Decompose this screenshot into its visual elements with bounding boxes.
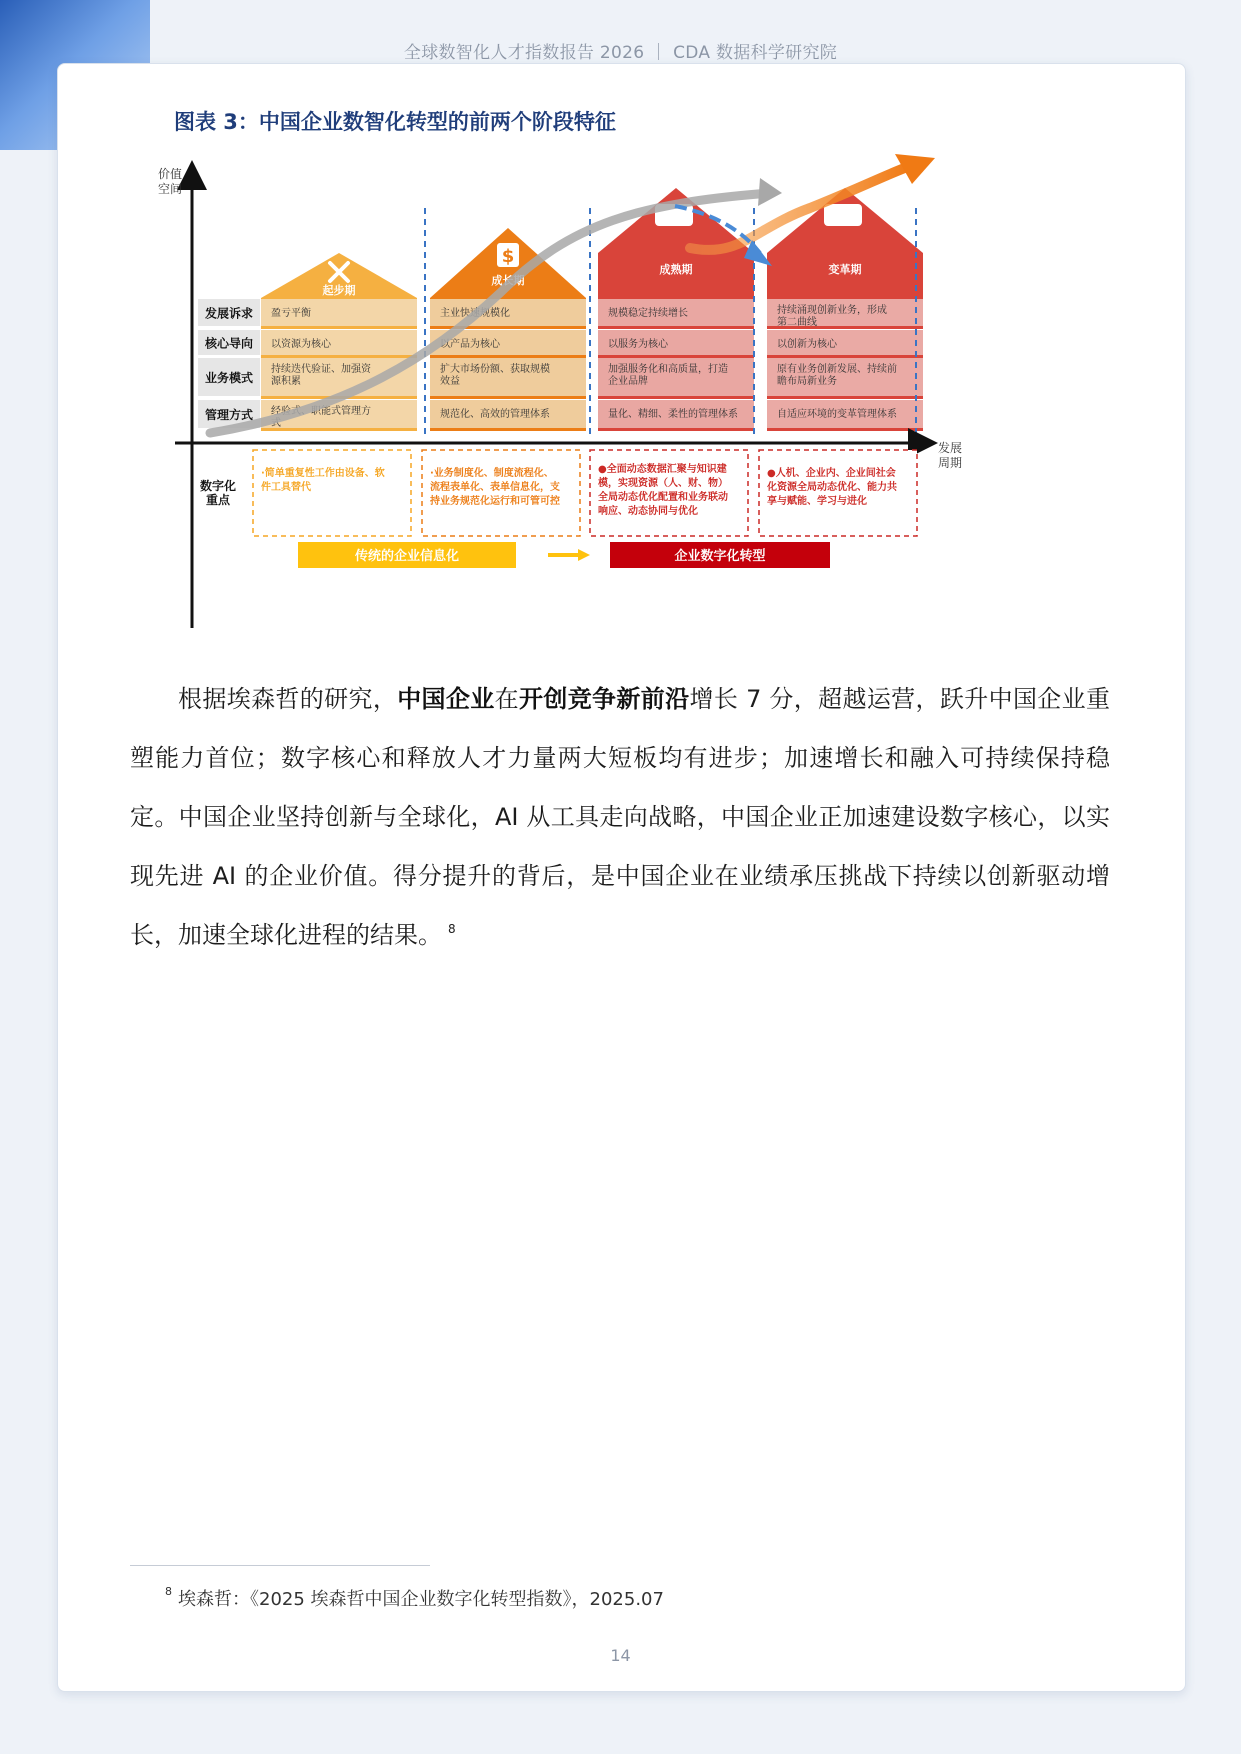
cell-text-1-2: 以资源为核心 [271, 339, 331, 350]
row-divider [598, 326, 754, 329]
stage-name-2: 成长期 [491, 274, 525, 287]
page-header: 全球数智化人才指数报告 2026 ｜ CDA 数据科学研究院 [403, 43, 838, 63]
cell-text-1-1: 盈亏平衡 [271, 308, 311, 319]
digital-focus-text-1: ·简单重复性工作由设备、软件工具替代 [261, 468, 385, 493]
stage-name-3: 成熟期 [659, 263, 693, 276]
cell-text-1-4: 经验式、职能式管理方式 [271, 406, 371, 429]
row-divider [767, 355, 923, 358]
cell-text-2-1: 主业快速规模化 [440, 308, 510, 319]
row-divider [430, 396, 586, 399]
cell-text-2-2: 以产品为核心 [440, 339, 500, 350]
figure-title: 图表 3：中国企业数智化转型的前两个阶段特征 [174, 110, 616, 134]
footnote: $^8$ 埃森哲：《2025 埃森哲中国企业数字化转型指数》，2025.07 [165, 1585, 664, 1610]
digital-focus-box-1 [253, 450, 411, 536]
emph-new-frontier: 开创竞争新前沿 [518, 685, 690, 713]
emph-china-enterprise: 中国企业 [397, 685, 495, 713]
band-arrow-head [578, 549, 590, 561]
cell-text-4-4: 自适应环境的变革管理体系 [777, 409, 897, 420]
digital-focus-box-4 [759, 450, 917, 536]
x-axis-label: 发展周期 [938, 441, 963, 470]
cell-text-4-1: 持续涌现创新业务，形成第二曲线 [777, 305, 887, 328]
digital-focus-box-2 [422, 450, 580, 536]
band-traditional-label: 传统的企业信息化 [354, 549, 460, 564]
digital-focus-text-4: ●人机、企业内、企业间社会化资源全局动态优化、能力共享与赋能、学习与进化 [767, 468, 897, 507]
row-label-2: 核心导向 [204, 336, 254, 351]
digital-focus-text-3: ●全面动态数据汇聚与知识建模，实现资源（人、财、物）全局动态优化配置和业务联动响应、动态协同与优化 [598, 464, 728, 517]
footnote-ref: 8 [448, 922, 456, 936]
stage-diagram [158, 158, 1090, 645]
row-divider [767, 428, 923, 431]
row-divider [261, 355, 417, 358]
cell-text-2-4: 规范化、高效的管理体系 [440, 409, 550, 420]
row-divider [430, 355, 586, 358]
stage-name-1: 起步期 [322, 284, 356, 297]
band-digital-label: 企业数字化转型 [674, 549, 766, 564]
row-divider [598, 428, 754, 431]
cell-text-3-2: 以服务为核心 [608, 339, 668, 350]
row-divider [598, 355, 754, 358]
digital-focus-text-2: ·业务制度化、制度流程化、流程表单化、表单信息化，支持业务规范化运行和可管可控 [430, 468, 560, 507]
growth-arrow-gray-head [758, 178, 782, 206]
cell-text-4-2: 以创新为核心 [777, 339, 837, 350]
cell-text-3-4: 量化、精细、柔性的管理体系 [608, 409, 738, 420]
body-paragraph: 根据埃森哲的研究，中国企业在开创竞争新前沿增长 7 分，超越运营，跃升中国企业重塑能力首位；数字核心和释放人才力量两大短板均有进步；加速增长和融入可持续保持稳定。中国企业坚持创新与全球化，AI 从工具走向战略，中国企业正加速建设数字核心，以实现先进 AI 的企业价值。得分提升的背后，是中国企业在业绩承压挑战下持续以创新驱动增长，加速全球化进程的结果。 $^8$ [130, 685, 1111, 949]
row-label-4: 管理方式 [204, 408, 254, 422]
cell-text-3-3: 加强服务化和高质量，打造企业品牌 [608, 364, 728, 387]
cell-text-3-1: 规模稳定持续增长 [608, 308, 688, 319]
footnote-divider [130, 1565, 430, 1566]
row-divider [598, 396, 754, 399]
stage-name-4: 变革期 [828, 263, 862, 276]
cell-text-4-3: 原有业务创新发展、持续前瞻布局新业务 [777, 364, 897, 387]
row-label-3: 业务模式 [204, 371, 254, 385]
y-axis-label: 价值空间 [158, 167, 183, 196]
page-number: 14 [610, 1646, 631, 1665]
dollar-glyph: $ [501, 246, 515, 267]
cell-text-2-3: 扩大市场份额、获取规模效益 [440, 364, 550, 387]
row-divider [430, 428, 586, 431]
cell-text-1-3: 持续迭代验证、加强资源积累 [271, 364, 371, 387]
row-divider [261, 326, 417, 329]
row-divider [767, 396, 923, 399]
row-label-1: 发展诉求 [204, 306, 254, 321]
row-divider [261, 428, 417, 431]
digital-focus-label: 数字化重点 [199, 479, 237, 507]
